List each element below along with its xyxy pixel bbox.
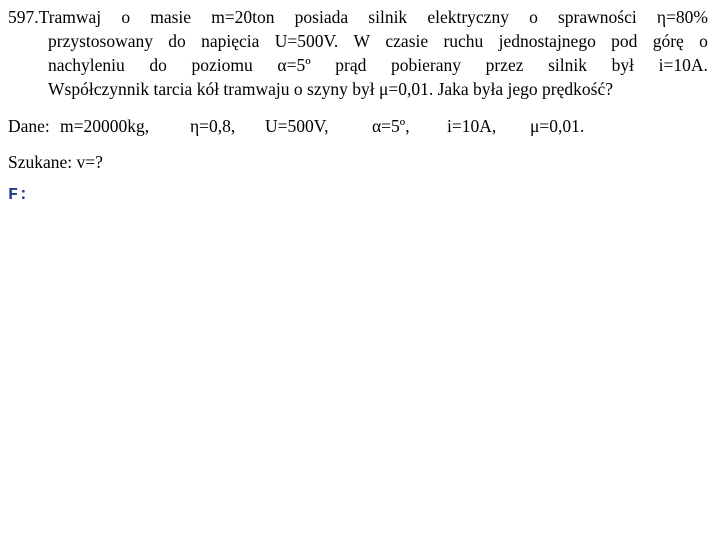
word: przez [485, 55, 524, 75]
formulas-label: F: [8, 186, 29, 205]
word: pod [611, 31, 638, 51]
word: jednostajnego [498, 31, 596, 51]
word: silnik [548, 55, 588, 75]
word: α=5º [277, 55, 311, 75]
given-angle: α=5º, [372, 116, 410, 136]
word: o [699, 31, 708, 51]
given-friction: μ=0,01. [530, 116, 585, 136]
sentence: Współczynnik tarcia kół tramwaju o szyny był μ=0,01. Jaka była jego prędkość? [48, 79, 613, 99]
problem-line-3 [8, 53, 708, 77]
word: pobierany [390, 55, 461, 75]
word: górę [652, 31, 684, 51]
problem-statement [8, 5, 708, 101]
word: sprawności [557, 7, 637, 27]
given-voltage: U=500V, [265, 116, 329, 136]
word: o [121, 7, 131, 27]
given-label: Dane: [8, 116, 50, 136]
word: 597.Tramwaj [8, 7, 102, 27]
word: przystosowany [48, 31, 153, 51]
word: nachyleniu [48, 55, 125, 75]
word: i=10A. [658, 55, 708, 75]
word: czasie [385, 31, 429, 51]
word: η=80% [656, 7, 708, 27]
word: był [611, 55, 635, 75]
word: U=500V. [274, 31, 339, 51]
word: m=20ton [211, 7, 275, 27]
problem-line-1 [8, 5, 708, 29]
given-efficiency: η=0,8, [190, 116, 236, 136]
word: masie [150, 7, 192, 27]
problem-line-4 [8, 77, 708, 101]
word: napięcia [201, 31, 260, 51]
given-mass: m=20000kg, [60, 116, 150, 136]
word: W [353, 31, 371, 51]
word: do [168, 31, 186, 51]
word: poziomu [191, 55, 253, 75]
word: posiada [294, 7, 349, 27]
word: ruchu [443, 31, 484, 51]
word: silnik [368, 7, 408, 27]
problem-line-2 [8, 29, 708, 53]
word: prąd [335, 55, 367, 75]
word: o [529, 7, 538, 27]
word: do [149, 55, 167, 75]
word: elektryczny [427, 7, 509, 27]
given-current: i=10A, [447, 116, 497, 136]
sought-quantity: Szukane: v=? [8, 152, 103, 172]
